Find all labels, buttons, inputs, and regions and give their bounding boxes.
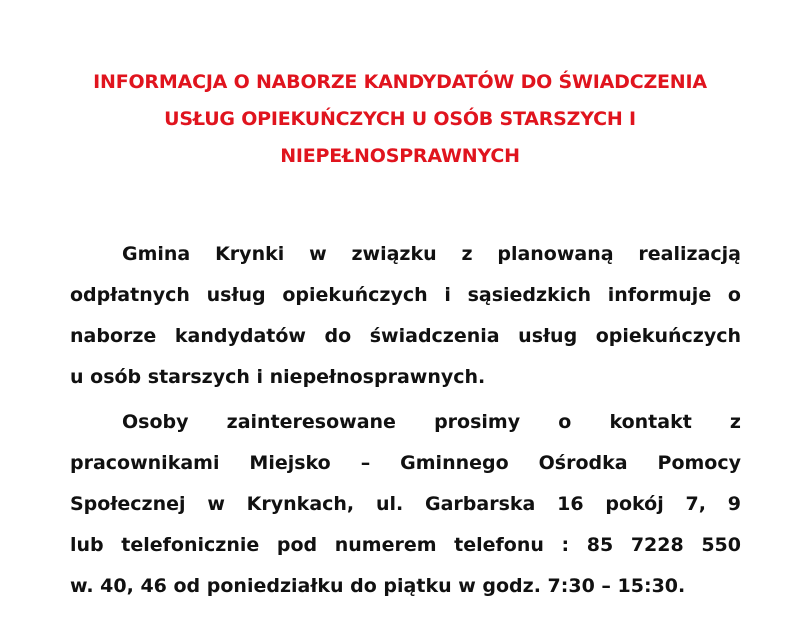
paragraph-line: Osoby zainteresowane prosimy o kontakt z xyxy=(122,411,741,433)
title-line-2: USŁUG OPIEKUŃCZYCH U OSÓB STARSZYCH I xyxy=(164,108,636,130)
paragraph-line: lub telefonicznie pod numerem telefonu : 85 7228 550 xyxy=(70,534,741,556)
paragraph-line: Społecznej w Krynkach, ul. Garbarska 16 pokój 7, 9 xyxy=(70,493,741,515)
paragraph-line: naborze kandydatów do świadczenia usług opiekuńczych xyxy=(70,325,741,347)
paragraph-line: odpłatnych usług opiekuńczych i sąsiedzkich informuje o xyxy=(70,284,741,306)
title-line-1: INFORMACJA O NABORZE KANDYDATÓW DO ŚWIADCZENIA xyxy=(93,71,707,93)
paragraph-line: Gmina Krynki w związku z planowaną realizacją xyxy=(122,243,741,265)
paragraph-contact xyxy=(70,402,741,607)
paragraph-line: u osób starszych i niepełnosprawnych. xyxy=(70,366,486,388)
paragraph-line: w. 40, 46 od poniedziałku do piątku w godz. 7:30 – 15:30. xyxy=(70,575,686,597)
paragraph-line: pracownikami Miejsko – Gminnego Ośrodka Pomocy xyxy=(70,452,741,474)
title-line-3: NIEPEŁNOSPRAWNYCH xyxy=(280,145,520,167)
announcement-title xyxy=(60,64,740,175)
paragraph-intro xyxy=(70,234,741,398)
